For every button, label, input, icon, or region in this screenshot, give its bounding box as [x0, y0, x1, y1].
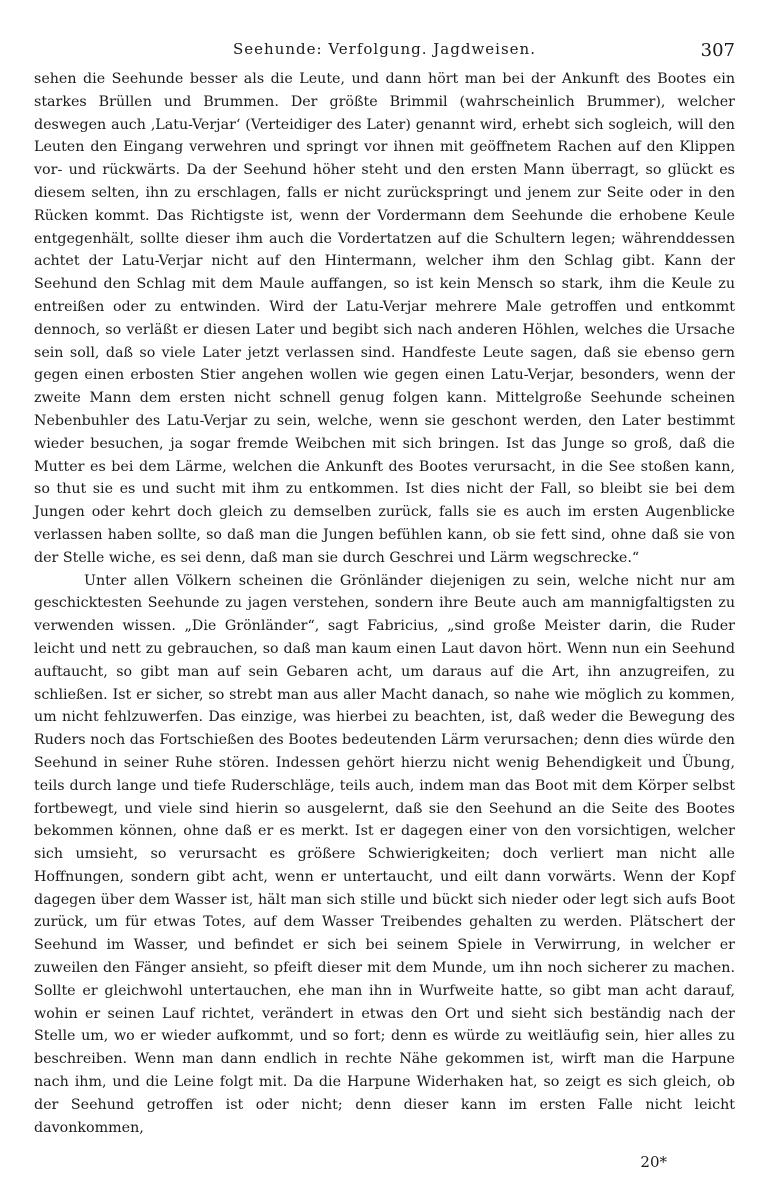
paragraph-1: sehen die Seehunde besser als die Leute, und dann hört man bei der Ankunft des Bootes ein starkes Brüllen und Brummen. Der größte Brimmil (wahrscheinlich Brummer), welcher deswegen auch ‚Latu-Verjar‘ (Verteidiger des Later) genannt wird, erhebt sich sogleich, will den Leuten den Eingang verwehren und springt vor ihnen mit geöffnetem Rachen auf den Klippen vor- und rückwärts. Da der Seehund höher steht und den ersten Mann überragt, so glückt es diesem selten, ihn zu erschlagen, falls er nicht zurückspringt und jenem zur Seite oder in den Rücken kommt. Das Richtigste ist, wenn der Vordermann dem Seehunde die erhobene Keule entgegenhält, sollte dieser ihm auch die Vordertatzen auf die Schultern legen; währenddessen achtet der Latu-Verjar nicht auf den Hintermann, welcher ihm den Schlag gibt. Kann der Seehund den Schlag mit dem Maule auffangen, so ist kein Mensch so stark, ihm die Keule zu entreißen oder zu entwinden. Wird der Latu-Verjar mehrere Male getroffen und entkommt dennoch, so verläßt er diesen Later und begibt sich nach anderen Höhlen, welches die Ursache sein soll, daß so viele Later jetzt verlassen sind. Handfeste Leute sagen, daß sie ebenso gern gegen einen erbosten Stier angehen wollen wie gegen einen Latu-Verjar, besonders, wenn der zweite Mann dem ersten nicht schnell genug folgen kann. Mittelgroße Seehunde scheinen Nebenbuhler des Latu-Verjar zu sein, welche, wenn sie geschont werden, den Later bestimmt wieder besuchen, ja sogar fremde Weibchen mit sich bringen. Ist das Junge so groß, daß die Mutter es bei dem Lärme, welchen die Ankunft des Bootes verursacht, in die See stoßen kann, so thut sie es und sucht mit ihm zu entkommen. Ist dies nicht der Fall, so bleibt sie bei dem Jungen oder kehrt doch gleich zu demselben zurück, falls sie es auch im ersten Augenblicke verlassen haben sollte, so daß man die Jungen befühlen kann, ob sie fett sind, ohne daß sie von der Stelle wiche, es sei denn, daß man sie durch Geschrei und Lärm wegschrecke.“ [34, 71, 735, 566]
page-number: 307 [700, 40, 735, 61]
body-text [34, 68, 735, 1139]
running-head [34, 40, 735, 66]
running-title: Seehunde: Verfolgung. Jagdweisen. [233, 40, 536, 58]
signature-mark: 20* [640, 1153, 667, 1171]
paragraph-2: Unter allen Völkern scheinen die Grönländer diejenigen zu sein, welche nicht nur am geschicktesten Seehunde zu jagen verstehen, sondern ihre Beute auch am mannigfaltigsten zu verwenden wissen. „Die Grönländer“, sagt Fabricius, „sind große Meister darin, die Ruder leicht und nett zu gebrauchen, so daß man kaum einen Laut davon hört. Wenn nun ein Seehund auftaucht, so gibt man auf sein Gebaren acht, um daraus auf die Art, ihn anzugreifen, zu schließen. Ist er sicher, so strebt man aus aller Macht danach, so nahe wie möglich zu kommen, um nicht fehlzuwerfen. Das einzige, was hierbei zu beachten, ist, daß weder die Bewegung des Ruders noch das Fortschießen des Bootes bedeutenden Lärm verursachen; denn dies würde den Seehund in seiner Ruhe stören. Indessen gehört hierzu nicht wenig Behendigkeit und Übung, teils durch lange und tiefe Ruderschläge, teils auch, indem man das Boot mit dem Körper selbst fortbewegt, und viele sind hierin so ausgelernt, daß sie den Seehund an die Seite des Bootes bekommen können, ohne daß er es merkt. Ist er dagegen einer von den vorsichtigen, welcher sich umsieht, so verursacht es größere Schwierigkeiten; doch verliert man nicht alle Hoffnungen, sondern gibt acht, wenn er untertaucht, und eilt dann vorwärts. Wenn der Kopf dagegen über dem Wasser ist, hält man sich stille und bückt sich nieder oder legt sich aufs Boot zurück, um für etwas Totes, auf dem Wasser Treibendes gehalten zu werden. Plätschert der Seehund im Wasser, und befindet er sich bei seinem Spiele in Verwirrung, in welcher er zuweilen den Fänger ansieht, so pfeift dieser mit dem Munde, um ihn noch sicherer zu machen. Sollte er gleichwohl untertauchen, ehe man ihn in Wurfweite hatte, so gibt man acht darauf, wohin er seinen Lauf richtet, verändert in etwas den Ort und sieht sich beständig nach der Stelle um, wo er wieder aufkommt, und so fort; denn es würde zu weitläufig sein, hier alles zu beschreiben. Wenn man dann endlich in rechte Nähe gekommen ist, wirft man die Harpune nach ihm, und die Leine folgt mit. Da die Harpune Widerhaken hat, so zeigt es sich gleich, ob der Seehund getroffen ist oder nicht; denn dieser kann im ersten Falle nicht leicht davonkommen, [34, 572, 735, 1136]
